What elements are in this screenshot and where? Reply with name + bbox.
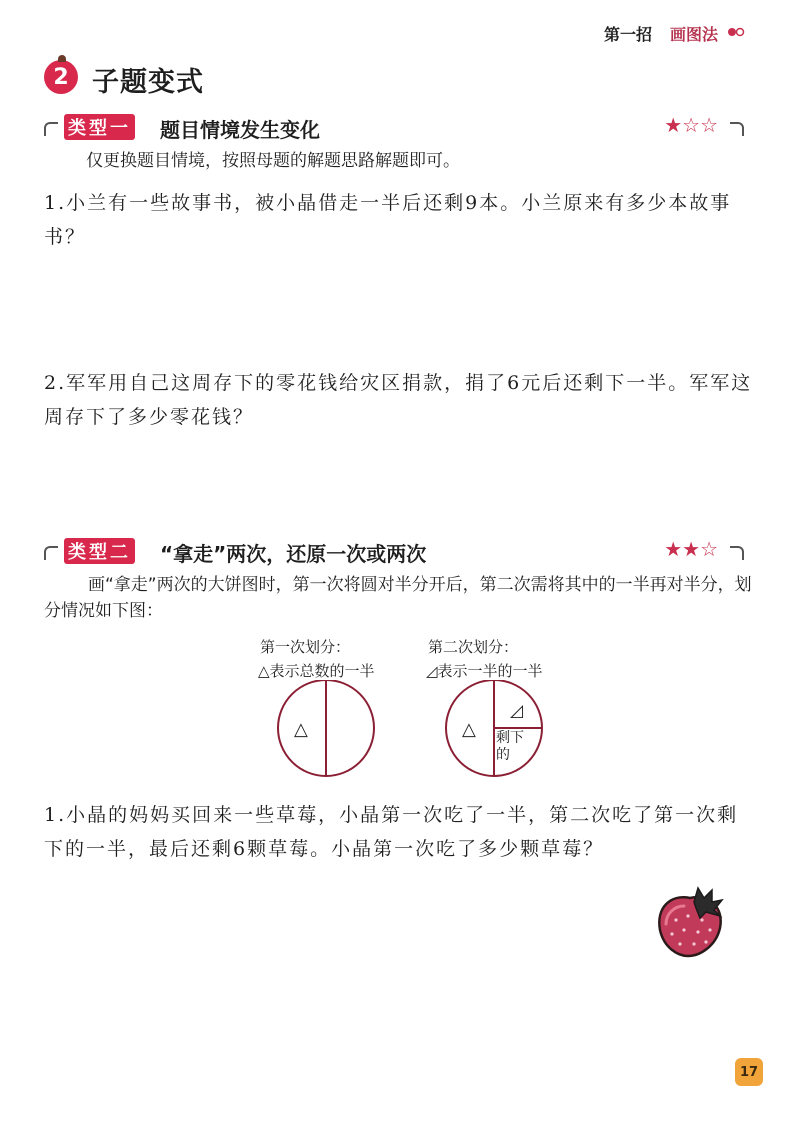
diagram2-note: ◿表示一半的一半	[426, 662, 543, 680]
diagram1-note: △表示总数的一半	[258, 662, 375, 680]
diagram2-title: 第二次划分：	[428, 638, 519, 656]
type1-header	[44, 112, 744, 142]
strawberry-icon	[654, 884, 726, 960]
type1-description: 仅更换题目情境，按照母题的解题思路解题即可。	[86, 151, 460, 171]
remaining-label: 剩下的	[496, 730, 524, 763]
half-mark: △	[294, 719, 308, 740]
second-division-circle	[444, 680, 548, 780]
question-3: 1.小晶的妈妈买回来一些草莓，小晶第一次吃了一半，第二次吃了第一次剩下的一半，最后还剩6颗草莓。小晶第一次吃了多少颗草莓？	[44, 804, 739, 860]
type1-title: 题目情境发生变化	[160, 118, 320, 142]
half-mark-left: △	[462, 719, 476, 740]
type2-header	[44, 536, 744, 566]
type2-title: “拿走”两次，还原一次或两次	[160, 542, 427, 566]
type2-tag: 类型二	[64, 538, 135, 564]
quarter-mark: ◿	[510, 701, 524, 721]
first-division-circle	[270, 680, 382, 780]
type1-tag: 类型一	[64, 114, 135, 140]
type1-difficulty-stars: ★☆☆	[664, 113, 718, 137]
dots-icon	[727, 26, 745, 38]
question-2: 2.军军用自己这周存下的零花钱给灾区捐款，捐了6元后还剩下一半。军军这周存下了多少零花钱？	[44, 372, 753, 428]
section-number-badge	[44, 60, 78, 94]
type2-description: 画“拿走”两次的大饼图时，第一次将圆对半分开后，第二次需将其中的一半再对半分，划分情况如下图：	[44, 575, 752, 621]
section-title: 子题变式	[92, 67, 204, 98]
diagram1-title: 第一次划分：	[260, 638, 351, 656]
type2-difficulty-stars: ★★☆	[664, 537, 718, 561]
section-number: 2	[53, 64, 69, 90]
question-1: 1.小兰有一些故事书，被小晶借走一半后还剩9本。小兰原来有多少本故事书？	[44, 192, 732, 248]
page-number: 17	[735, 1058, 763, 1086]
method-label: 画图法	[670, 25, 719, 44]
chapter-label: 第一招	[604, 25, 653, 44]
